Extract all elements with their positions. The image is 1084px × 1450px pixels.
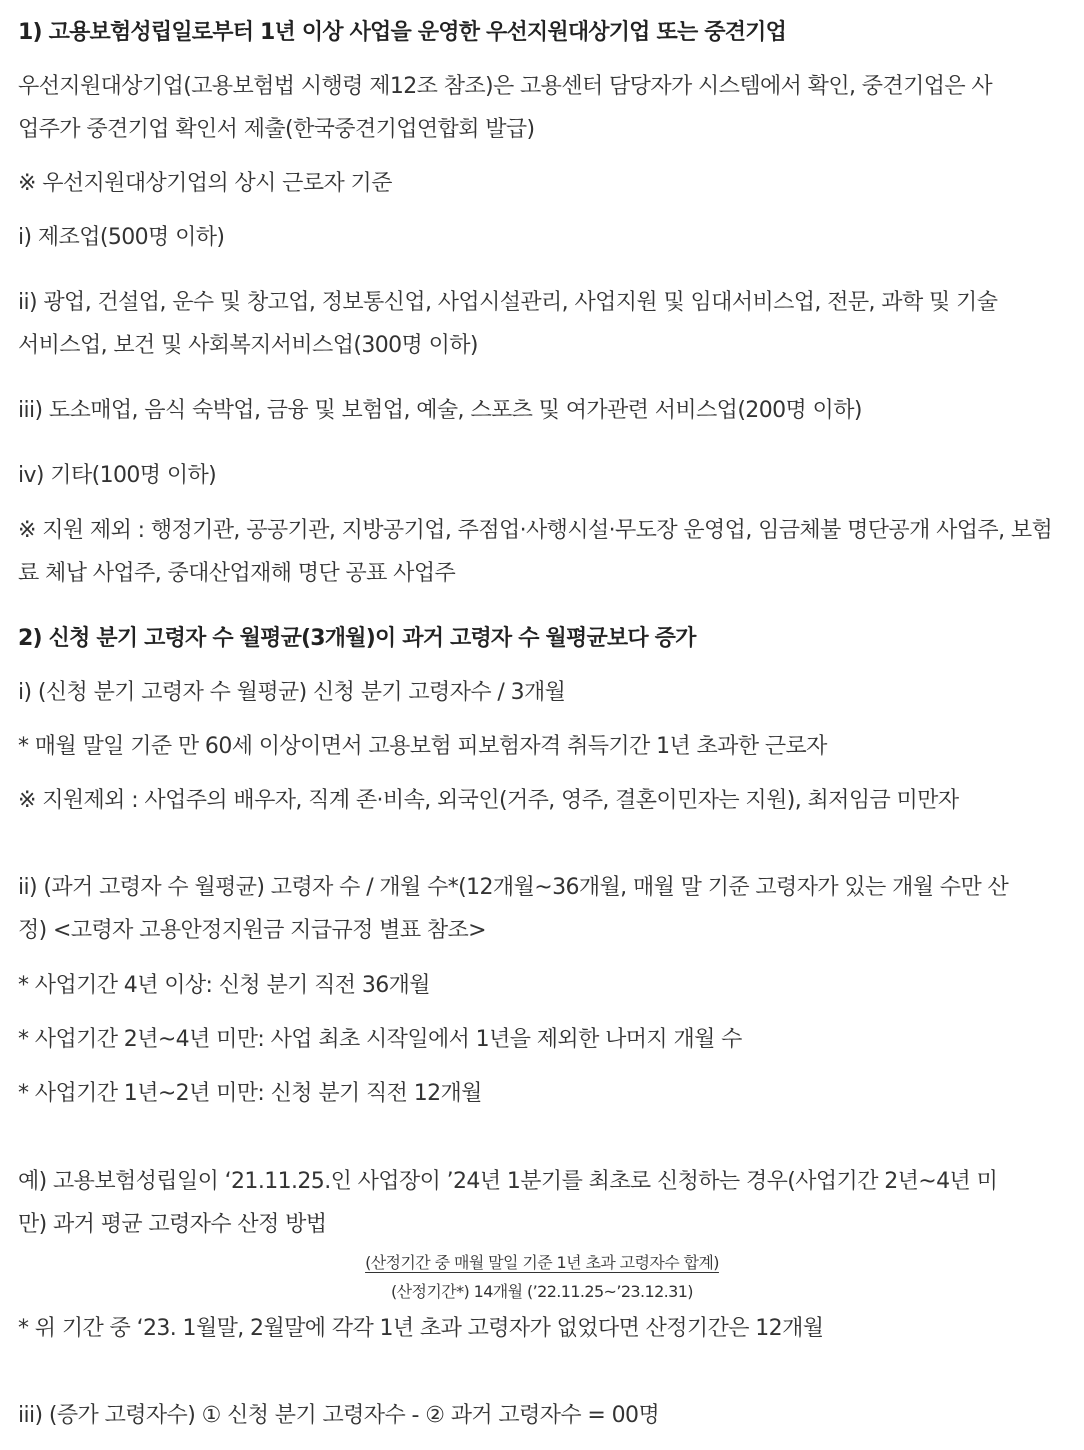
criteria-item-iii: iii) 도소매업, 음식 숙박업, 금융 및 보험업, 예술, 스포츠 및 여가관련 서비스업(200명 이하) <box>18 398 862 423</box>
section1-heading: 1) 고용보험성립일로부터 1년 이상 사업을 운영한 우선지원대상기업 또는 중견기업 <box>18 20 787 45</box>
section1-intro-line1: 우선지원대상기업(고용보험법 시행령 제12조 참조)은 고용센터 담당자가 시스템에서 확인, 중견기업은 사 <box>18 74 993 99</box>
criteria-item-iv: iv) 기타(100명 이하) <box>18 463 217 488</box>
monthly-basis-note: * 매월 말일 기준 만 60세 이상이면서 고용보험 피보험자격 취득기간 1년 초과한 근로자 <box>18 734 827 759</box>
criteria-item-i: i) 제조업(500명 이하) <box>18 225 225 250</box>
section2-item-i: i) (신청 분기 고령자 수 월평균) 신청 분기 고령자수 / 3개월 <box>18 680 566 705</box>
period-rule-2to4y: * 사업기간 2년~4년 미만: 사업 최초 시작일에서 1년을 제외한 나머지 개월 수 <box>18 1027 742 1052</box>
section2-item-ii-line1: ii) (과거 고령자 수 월평균) 고령자 수 / 개월 수*(12개월~36개월, 매월 말 기준 고령자가 있는 개월 수만 산 <box>18 875 1009 900</box>
section2-item-ii-line2: 정) <고령자 고용안정지원금 지급규정 별표 참조> <box>18 918 487 943</box>
example-line1: 예) 고용보험성립일이 ‘21.11.25.인 사업장이 ’24년 1분기를 최초로 신청하는 경우(사업기간 2년~4년 미 <box>18 1169 998 1194</box>
example-line2: 만) 과거 평균 고령자수 산정 방법 <box>18 1212 327 1237</box>
exclusion-note-line2: 료 체납 사업주, 중대산업재해 명단 공표 사업주 <box>18 561 456 586</box>
period-rule-4y: * 사업기간 4년 이상: 신청 분기 직전 36개월 <box>18 973 430 998</box>
section2-heading: 2) 신청 분기 고령자 수 월평균(3개월)이 과거 고령자 수 월평균보다 증가 <box>18 626 696 651</box>
section2-item-iii: iii) (증가 고령자수) ① 신청 분기 고령자수 - ② 과거 고령자수 = 00명 <box>18 1403 660 1428</box>
section2-exclusion-note: ※ 지원제외 : 사업주의 배우자, 직계 존·비속, 외국인(거주, 영주, 결혼이민자는 지원), 최저임금 미만자 <box>18 788 959 813</box>
section1-intro-line2: 업주가 중견기업 확인서 제출(한국중견기업연합회 발급) <box>18 117 535 142</box>
exclusion-note-line1: ※ 지원 제외 : 행정기관, 공공기관, 지방공기업, 주점업·사행시설·무도장 운영업, 임금체불 명단공개 사업주, 보험 <box>18 518 1053 543</box>
formula-note: * 위 기간 중 ‘23. 1월말, 2월말에 각각 1년 초과 고령자가 없었다면 산정기간은 12개월 <box>18 1316 824 1341</box>
period-rule-1to2y: * 사업기간 1년~2년 미만: 신청 분기 직전 12개월 <box>18 1081 482 1106</box>
formula-numerator-text: (산정기간 중 매월 말일 기준 1년 초과 고령자수 합계) <box>365 1253 719 1272</box>
criteria-item-ii-line1: ii) 광업, 건설업, 운수 및 창고업, 정보통신업, 사업시설관리, 사업지원 및 임대서비스업, 전문, 과학 및 기술 <box>18 290 998 315</box>
criteria-item-ii-line2: 서비스업, 보건 및 사회복지서비스업(300명 이하) <box>18 333 478 358</box>
formula-denominator: (산정기간*) 14개월 (’22.11.25~’23.12.31) <box>391 1282 693 1301</box>
criteria-note: ※ 우선지원대상기업의 상시 근로자 기준 <box>18 171 392 196</box>
formula-numerator <box>0 1248 1084 1278</box>
